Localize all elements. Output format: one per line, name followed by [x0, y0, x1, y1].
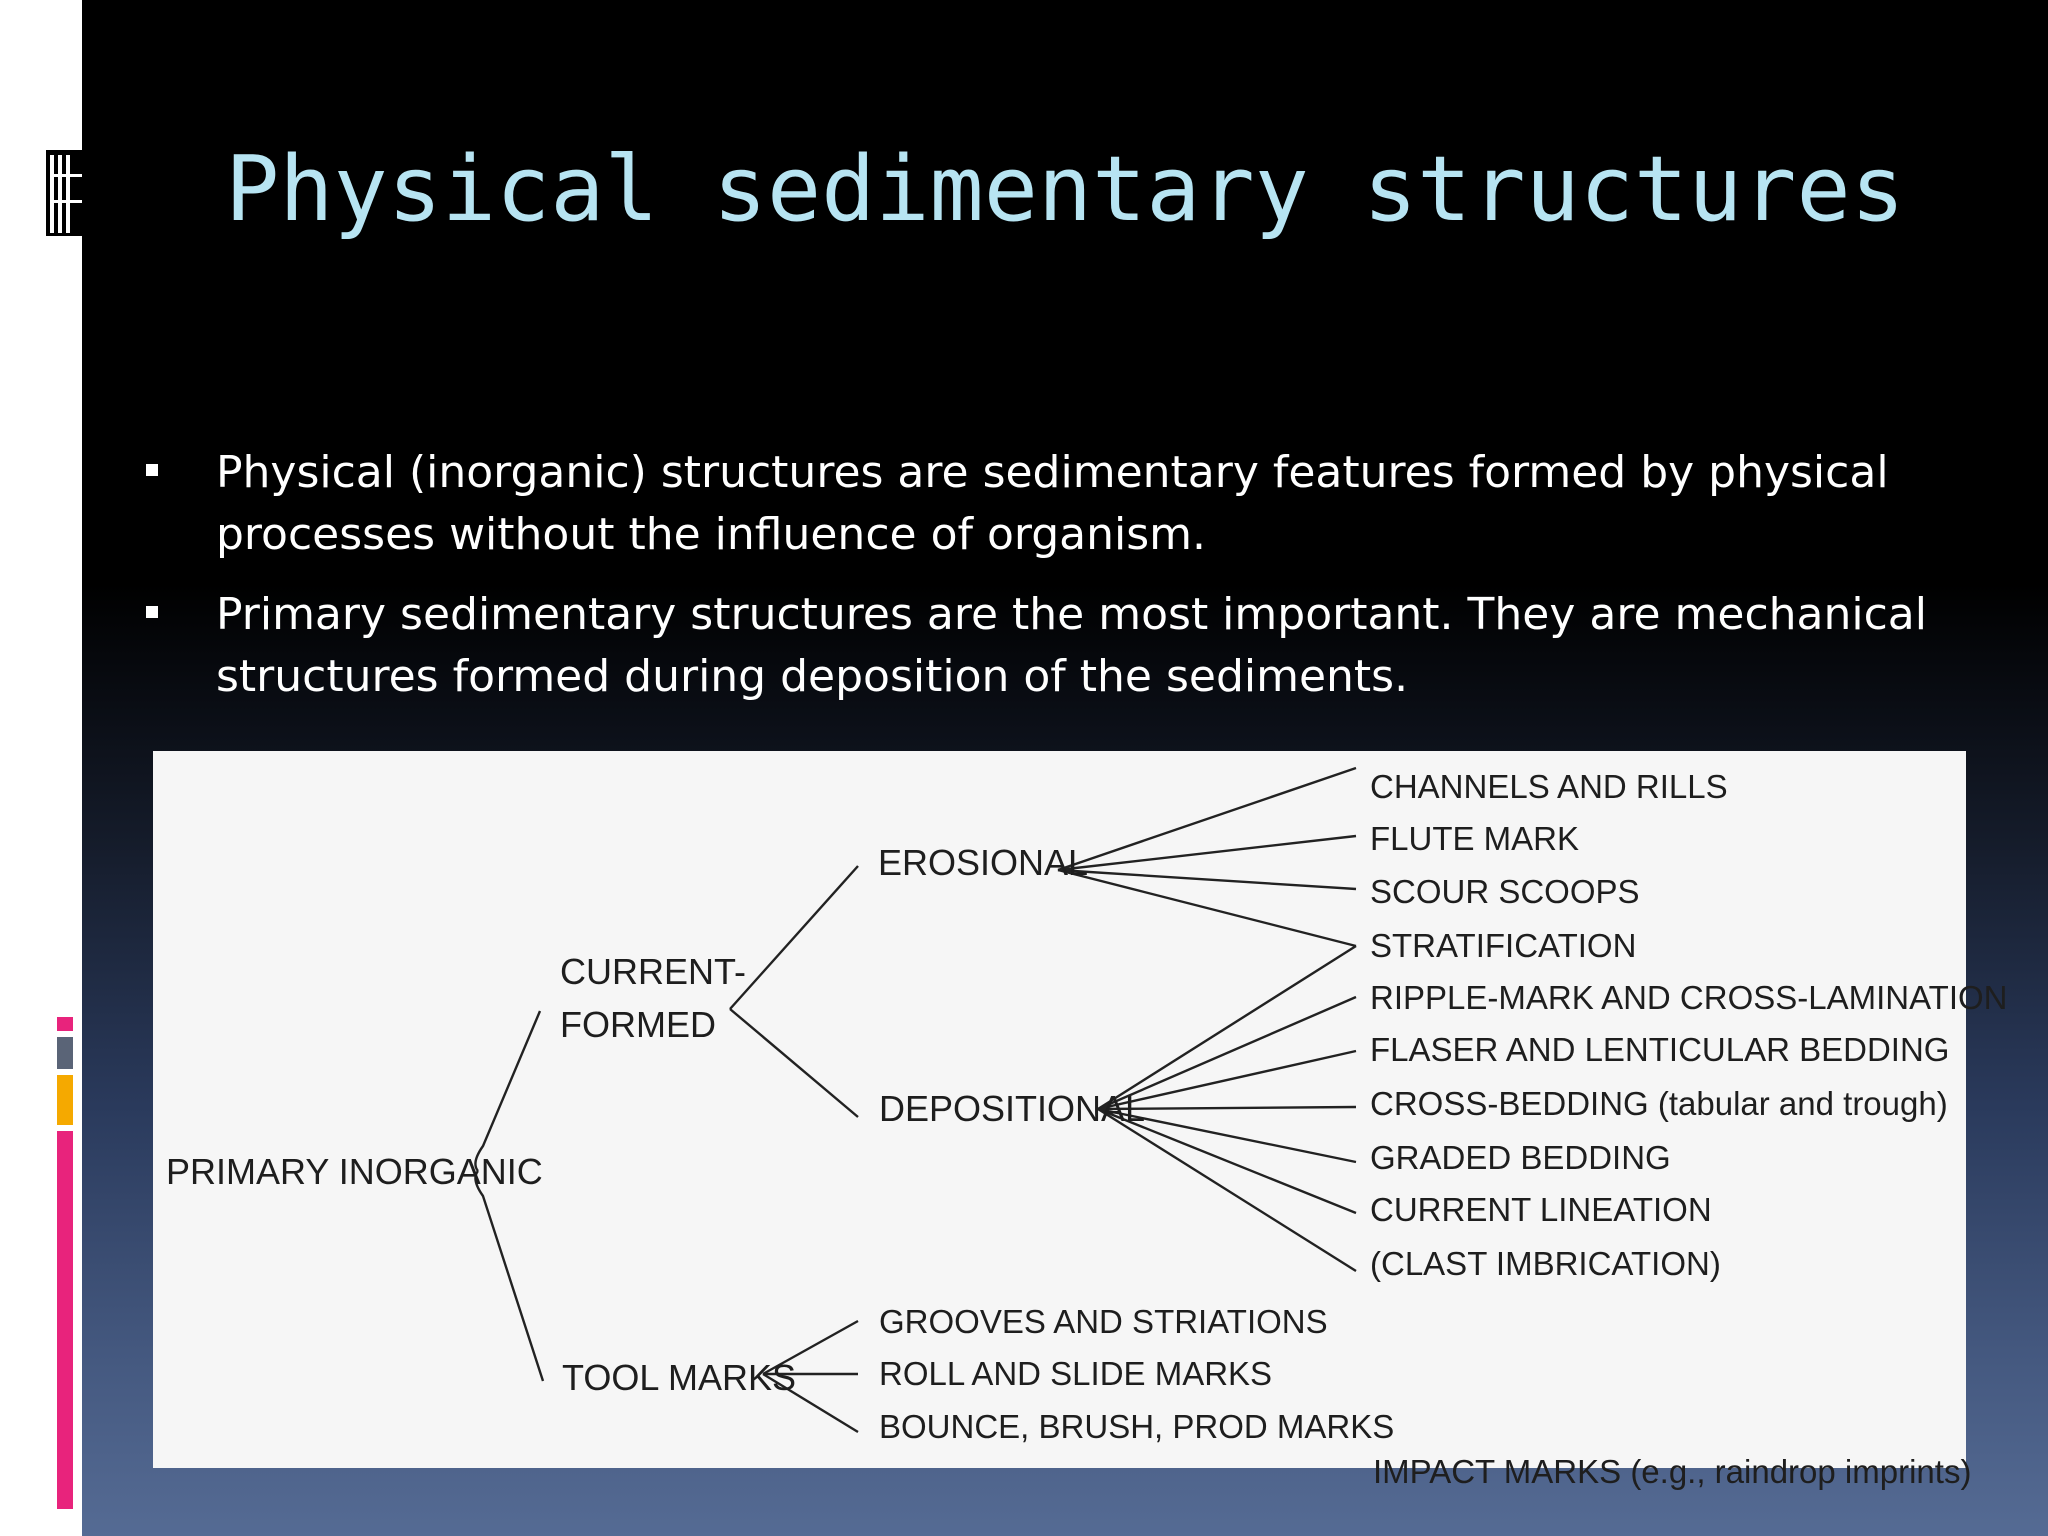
node-current-formed-line2: FORMED	[560, 1004, 716, 1045]
slide-title: Physical sedimentary structures	[225, 137, 1905, 242]
edge-erosional-scour	[1058, 870, 1356, 889]
node-depositional: DEPOSITIONAL	[879, 1088, 1146, 1129]
bullet-item	[140, 584, 2000, 708]
bullet-item	[140, 442, 2000, 566]
edge-erosional-channels	[1058, 768, 1356, 870]
node-primary-inorganic: PRIMARY INORGANIC	[166, 1151, 543, 1192]
leaf-current-lineation: CURRENT LINEATION	[1370, 1191, 1712, 1228]
edge-root-tool	[475, 1171, 543, 1381]
deco-bar-orange	[57, 1075, 73, 1125]
deco-bar-gray	[57, 1037, 73, 1069]
window-grid-icon	[46, 150, 82, 236]
leaf-flaser-bedding: FLASER AND LENTICULAR BEDDING	[1370, 1031, 1950, 1068]
leaf-flute-mark: FLUTE MARK	[1370, 820, 1580, 857]
left-white-strip	[0, 0, 82, 1536]
edge-depositional-imbrication	[1098, 1109, 1356, 1271]
diagram-svg	[153, 751, 2008, 1490]
leaf-channels-and-rills: CHANNELS AND RILLS	[1370, 768, 1728, 805]
edge-depositional-strat	[1098, 946, 1356, 1109]
edge-current-erosional	[730, 866, 858, 1009]
leaf-stratification: STRATIFICATION	[1370, 927, 1637, 964]
leaf-roll-slide: ROLL AND SLIDE MARKS	[879, 1355, 1273, 1392]
edge-erosional-strat	[1058, 870, 1356, 946]
erosional-fan	[1058, 768, 1356, 946]
bullet-list	[140, 442, 2000, 726]
edge-root-current	[475, 1011, 540, 1171]
leaf-ripple-mark: RIPPLE-MARK AND CROSS-LAMINATION	[1370, 979, 2008, 1016]
leaf-clast-imbrication: (CLAST IMBRICATION)	[1370, 1245, 1721, 1282]
bullet-text: Physical (inorganic) structures are sedimentary features formed by physical processes without the influence of organism.	[216, 447, 1889, 560]
leaf-graded-bedding: GRADED BEDDING	[1370, 1139, 1671, 1176]
edge-erosional-flute	[1058, 836, 1356, 870]
leaf-grooves: GROOVES AND STRIATIONS	[879, 1303, 1328, 1340]
leaf-bounce-brush-prod: BOUNCE, BRUSH, PROD MARKS	[879, 1408, 1395, 1445]
deco-bar-pink	[57, 1131, 73, 1509]
node-tool-marks: TOOL MARKS	[562, 1357, 797, 1398]
classification-diagram	[153, 751, 2008, 1490]
deco-bar-pink-top	[57, 1017, 73, 1031]
node-erosional: EROSIONAL	[878, 842, 1089, 883]
square-bullet-icon	[146, 606, 158, 618]
node-current-formed-line1: CURRENT-	[560, 951, 746, 992]
leaf-scour-scoops: SCOUR SCOOPS	[1370, 873, 1640, 910]
bullet-text: Primary sedimentary structures are the most important. They are mechanical structures formed during deposition of the sediments.	[216, 589, 1927, 702]
square-bullet-icon	[146, 464, 158, 476]
edge-current-depositional	[730, 1009, 858, 1117]
leaf-cross-bedding: CROSS-BEDDING (tabular and trough)	[1370, 1085, 1948, 1122]
leaf-cutoff-text: IMPACT MARKS (e.g., raindrop imprints)	[1373, 1453, 1972, 1490]
